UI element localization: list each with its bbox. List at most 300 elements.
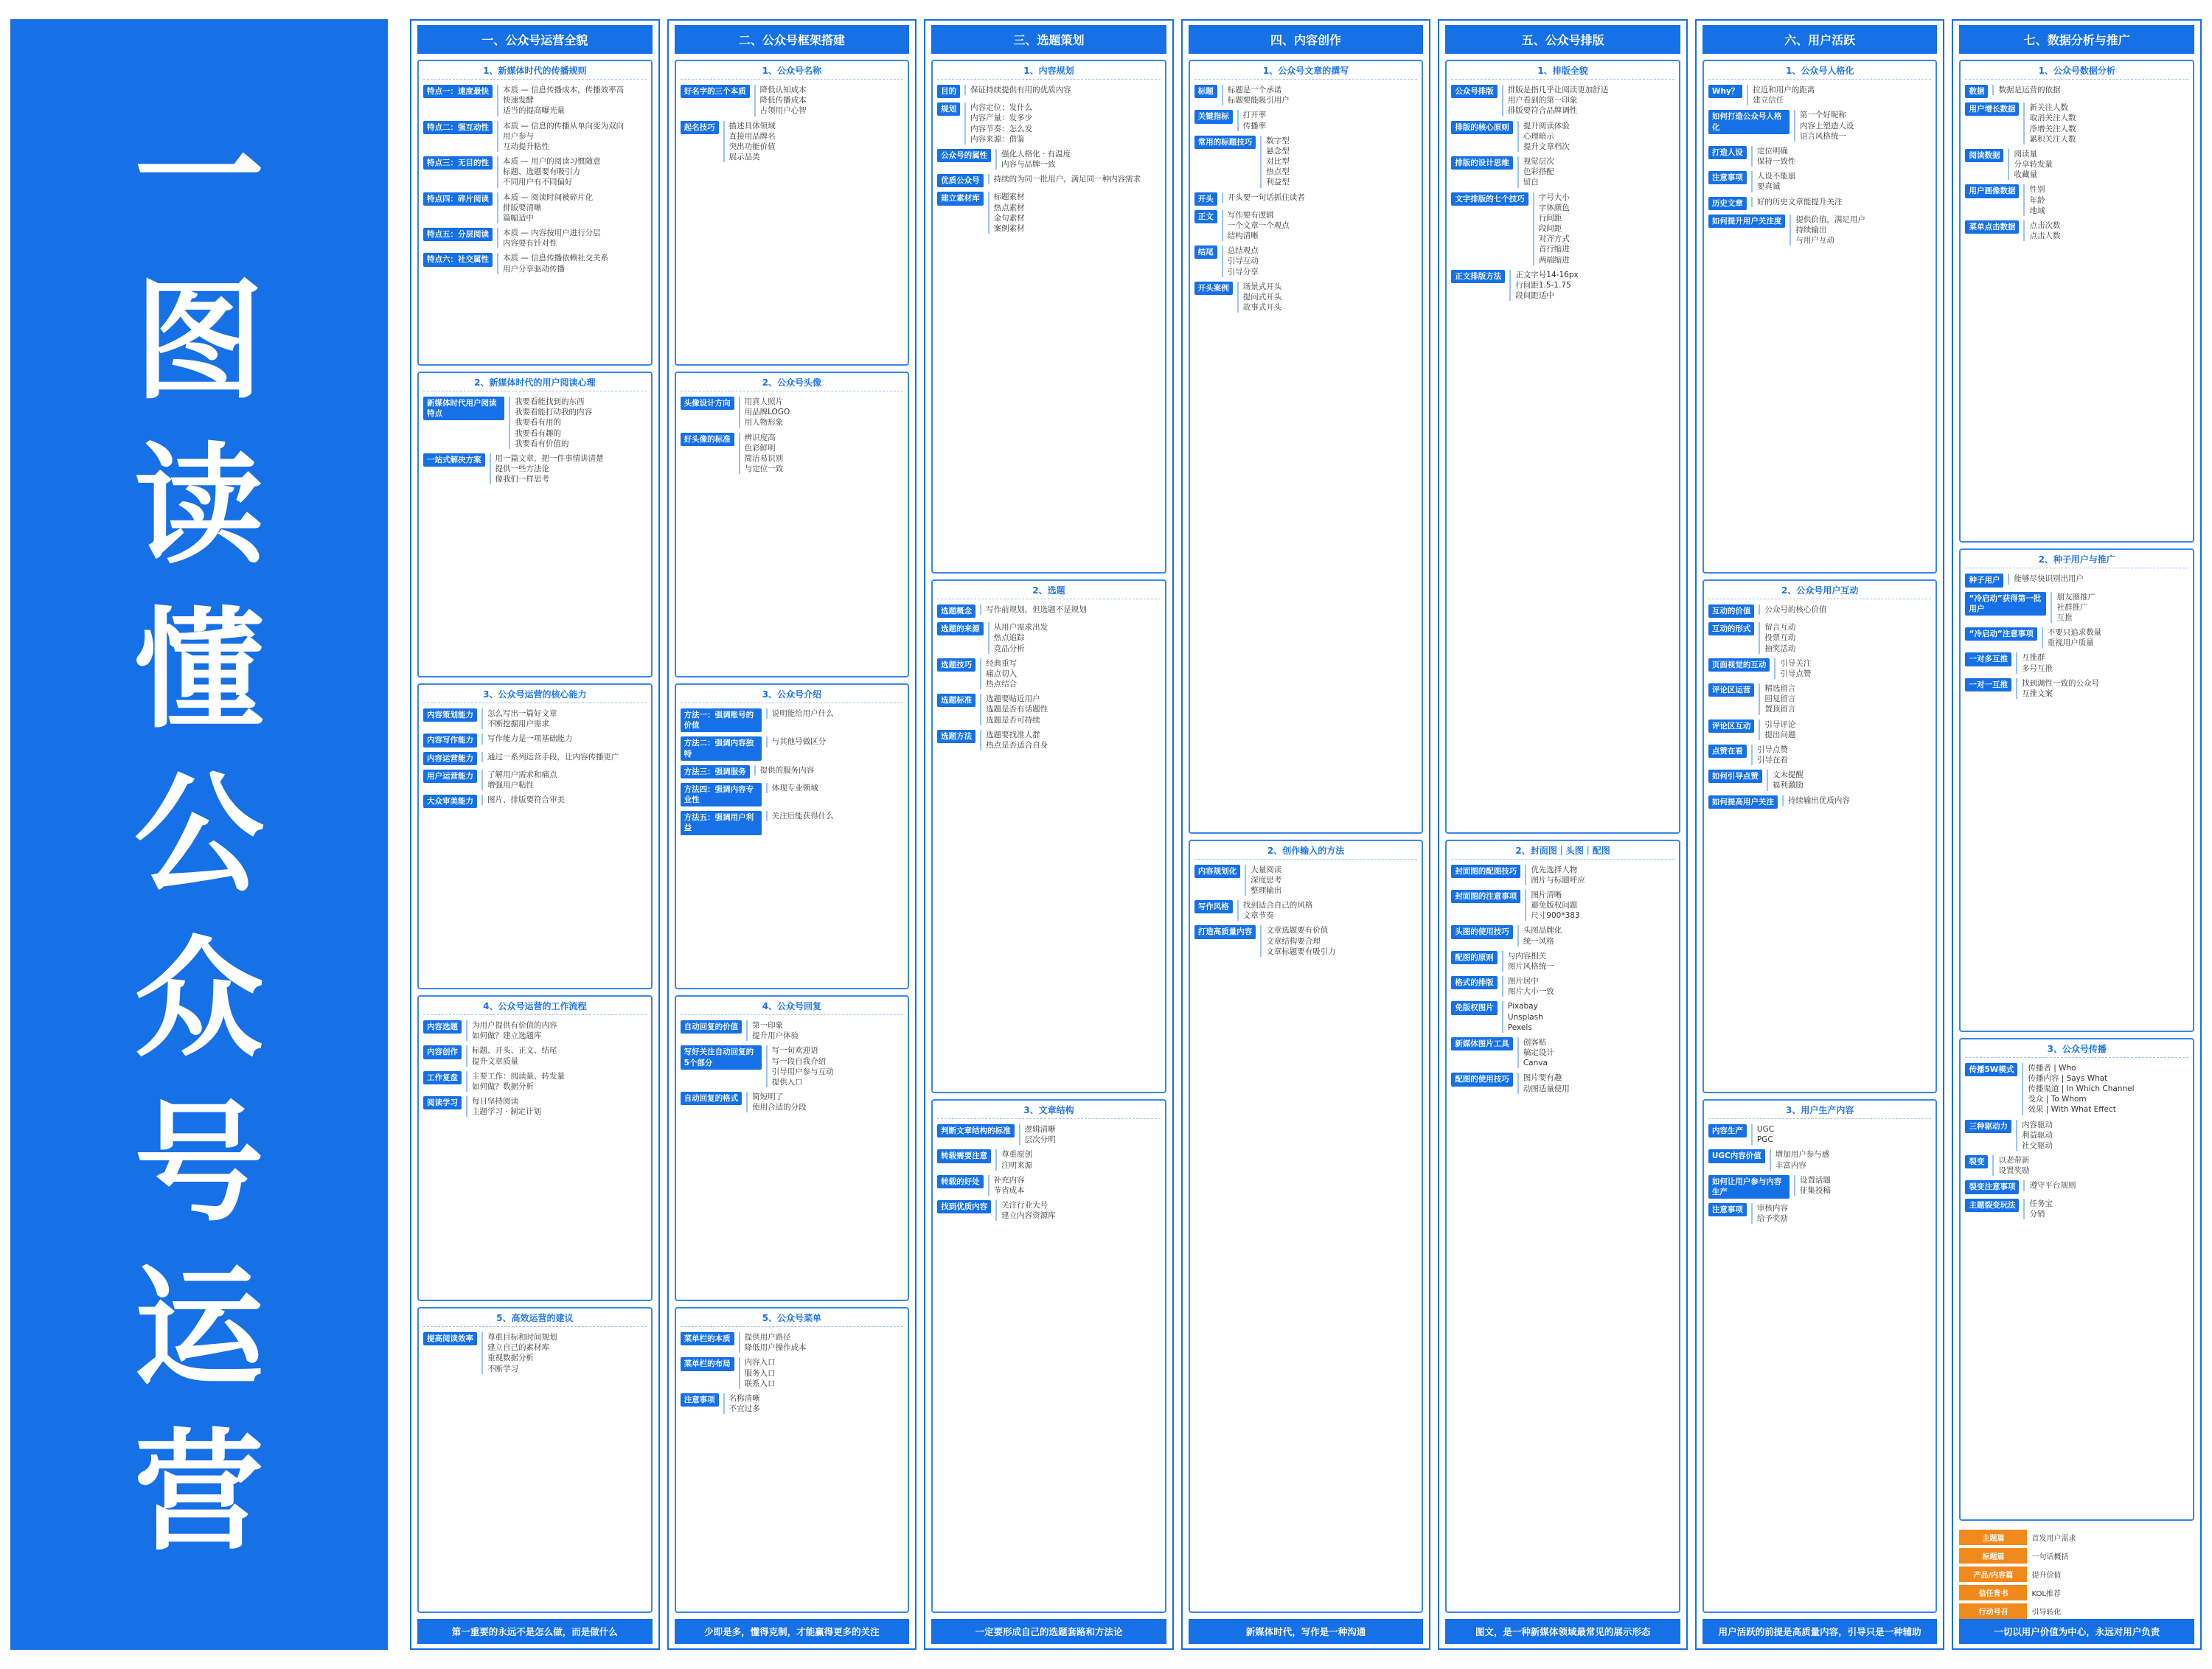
node-leaf: 福利激励 (1772, 781, 1804, 790)
node-key: 工作复盘 (423, 1071, 462, 1084)
node-leaf: 快速发酵 (503, 96, 534, 105)
node-leaf: 写作要有逻辑 (1227, 210, 1274, 220)
node-key: 特点四：碎片阅读 (423, 192, 493, 206)
node-leaf: 引导互动 (1227, 257, 1259, 266)
node-key: 方法四：强调内容专业性 (681, 783, 762, 806)
node-leaf: 持续的为同一批用户，满足同一种内容需求 (993, 175, 1141, 184)
node-branches (1222, 192, 1418, 203)
node-leaf: 提供的服务内容 (759, 765, 815, 775)
title-banner (10, 19, 388, 1650)
node-key: 打造人设 (1708, 146, 1747, 159)
mindmap-node (1708, 658, 1932, 679)
node-key: 规划 (937, 102, 960, 116)
node-branches (497, 192, 647, 224)
mindmap-node (681, 1357, 904, 1389)
node-leaf: 图片清晰 (1531, 890, 1562, 899)
node-leaf: 关注后能获得什么 (771, 812, 834, 821)
section-box (1703, 1099, 1938, 1613)
node-key: 点赞在看 (1708, 745, 1747, 758)
mindmap-node (1451, 951, 1674, 972)
node-branches (988, 192, 1161, 234)
section-title: 2、选题 (937, 584, 1161, 599)
column-footer: 图文，是一种新媒体领域最常见的展示形态 (1445, 1619, 1680, 1644)
node-key: 主题裂变玩法 (1965, 1199, 2019, 1212)
section-box (675, 683, 910, 989)
node-branches (1517, 121, 1674, 153)
node-branches (1502, 951, 1674, 972)
section-title: 1、新媒体时代的传播规则 (423, 64, 647, 80)
node-branches (1774, 658, 1931, 679)
node-key: 互动的价值 (1708, 604, 1755, 618)
section-box (675, 995, 910, 1301)
node-key: 新媒体时代用户阅读特点 (423, 397, 504, 420)
mindmap-node (423, 734, 647, 747)
node-leaf: 文末提醒 (1772, 770, 1804, 780)
node-leaf: 优先选择人物 (1531, 865, 1578, 874)
mindmap-node (1451, 85, 1674, 116)
node-leaf: 选题是否有话题性 (986, 705, 1048, 714)
node-key: 开头 (1194, 192, 1217, 206)
node-leaf: 社群推广 (2056, 602, 2088, 612)
legend-row (1959, 1585, 2194, 1600)
node-branches (766, 783, 904, 793)
node-leaf: 提升阅读体验 (1523, 121, 1570, 130)
node-leaf: 怎么写出一篇好文章 (487, 709, 557, 718)
section-title: 1、公众号名称 (681, 64, 904, 80)
node-leaf: 以老带新 (1998, 1156, 2030, 1165)
node-branches (1751, 197, 1932, 207)
section-title: 1、内容规划 (937, 64, 1161, 80)
node-branches (481, 708, 647, 729)
node-branches (2008, 149, 2188, 181)
section-box (1959, 548, 2194, 1031)
column-footer: 一定要形成自己的选题套路和方法论 (931, 1619, 1166, 1644)
node-key: 阅读数据 (1965, 149, 2003, 162)
node-branches (766, 736, 904, 747)
node-leaf: 精选留言 (1764, 684, 1796, 694)
node-leaf: 找到调性一致的公众号 (2021, 678, 2099, 688)
columns (410, 19, 2202, 1650)
node-leaf: 开头要一句话抓住读者 (1227, 192, 1305, 202)
node-leaf: 提供入口 (771, 1077, 803, 1087)
section-box (675, 60, 910, 366)
node-key: 结尾 (1194, 245, 1217, 259)
node-key: 格式的排版 (1451, 976, 1498, 989)
node-leaf: 视觉层次 (1523, 157, 1554, 167)
node-leaf: 了解用户需求和痛点 (487, 770, 557, 779)
node-leaf: 建立自己的素材库 (487, 1343, 549, 1353)
node-leaf: 第一印象 (752, 1021, 784, 1030)
mindmap-node (681, 765, 904, 778)
node-branches (497, 156, 647, 188)
node-leaf: 标题素材 (993, 192, 1025, 202)
node-leaf: 整理输出 (1251, 885, 1282, 895)
node-branches (497, 253, 647, 273)
node-branches (2016, 1120, 2188, 1151)
node-leaf: 内容入口 (744, 1358, 776, 1367)
section-title: 5、高效运营的建议 (423, 1311, 647, 1327)
node-branches (1751, 171, 1932, 192)
mindmap-node (1708, 171, 1932, 192)
node-branches (2023, 102, 2188, 144)
mindmap-node (1708, 719, 1932, 740)
node-leaf: 用户参与 (503, 131, 534, 141)
banner-char: 读 (133, 430, 264, 582)
node-branches (2023, 1180, 2188, 1191)
node-leaf: 我要看有趣的 (515, 428, 561, 438)
mindmap-node (1451, 1001, 1674, 1033)
node-key: 免版权图片 (1451, 1001, 1498, 1014)
node-leaf: 置顶留言 (1764, 705, 1796, 714)
node-leaf: 动图适量使用 (1523, 1084, 1570, 1093)
node-branches (746, 1020, 903, 1041)
node-key: 如何引导点赞 (1708, 770, 1762, 783)
mindmap-node (1451, 925, 1674, 946)
node-leaf: 层次分明 (1024, 1135, 1056, 1145)
node-leaf: 排版要清晰 (503, 203, 542, 212)
node-leaf: 持续输出优质内容 (1787, 795, 1850, 805)
node-leaf: 数据是运营的依据 (1998, 86, 2061, 94)
node-leaf: 新关注人数 (2029, 103, 2068, 113)
node-leaf: 简洁易识别 (744, 453, 784, 463)
node-leaf: 排版是指几乎让阅读更加舒适 (1507, 86, 1609, 94)
node-leaf: 性别 (2029, 185, 2045, 195)
mindmap-node (937, 1200, 1161, 1221)
node-leaf: 排版要符合品牌调性 (1507, 106, 1578, 116)
node-leaf: 段间距适中 (1515, 291, 1554, 301)
section-box (417, 995, 653, 1301)
banner-char: 一 (133, 101, 264, 253)
legend-row (1959, 1548, 2194, 1564)
node-leaf: 行间距1.5-1.75 (1515, 280, 1571, 290)
node-key: Why？ (1708, 85, 1742, 98)
mindmap-node (1708, 146, 1932, 167)
mindmap-node (423, 1071, 647, 1092)
node-leaf: 故事式开头 (1242, 303, 1282, 313)
node-branches (1751, 1124, 1932, 1145)
node-leaf: 建立信任 (1753, 96, 1784, 105)
node-leaf: 增强用户粘性 (487, 780, 534, 790)
node-key: 方法三：强调服务 (681, 765, 750, 778)
node-leaf: 与定位一致 (744, 464, 784, 474)
node-leaf: 增加用户参与感 (1775, 1150, 1830, 1160)
node-key: 用户运营能力 (423, 770, 477, 783)
node-key: 内容规划化 (1194, 865, 1241, 878)
node-key: 排版的核心原则 (1451, 121, 1513, 134)
section-box (931, 579, 1166, 1093)
column-title: 二、公众号框架搭建 (675, 25, 910, 54)
node-key: 特点五：分层阅读 (423, 228, 493, 241)
legend-label: 行动号召 (1959, 1603, 2027, 1619)
mindmap-node (681, 397, 904, 428)
node-key: 用户画像数据 (1965, 184, 2019, 198)
column-footer: 新媒体时代，写作是一种沟通 (1189, 1619, 1424, 1644)
legend-row (1959, 1603, 2194, 1619)
node-key: 公众号的属性 (937, 149, 991, 162)
node-key: 头像设计方向 (681, 397, 734, 410)
node-leaf: 字体颜色 (1538, 203, 1570, 212)
node-key: 菜单点击数据 (1965, 220, 2019, 234)
node-leaf: 写作前规划，但选题不是规划 (986, 605, 1087, 614)
mindmap-node (937, 730, 1161, 750)
node-leaf: 公众号的核心价值 (1764, 605, 1827, 614)
node-leaf: 补充内容 (993, 1175, 1025, 1185)
node-branches (1759, 719, 1931, 740)
legend-row (1959, 1567, 2194, 1582)
node-branches (964, 85, 1161, 95)
node-leaf: 多号互推 (2021, 663, 2053, 673)
node-leaf: 如何做？建立选题库 (472, 1031, 542, 1041)
legend-text: 首发用户需求 (2031, 1534, 2076, 1543)
node-branches (1237, 900, 1418, 921)
node-key: 方法二：强调内容独特 (681, 736, 762, 760)
node-leaf: 引导点赞 (1756, 745, 1788, 754)
mindmap-node (681, 783, 904, 806)
section-box (1189, 840, 1424, 1614)
node-key: 文字排版的七个技巧 (1451, 192, 1528, 206)
legend-label: 产品/内容篇 (1959, 1567, 2027, 1582)
node-key: 一站式解决方案 (423, 453, 485, 467)
node-branches (1019, 1124, 1161, 1145)
node-leaf: 尺寸900*383 (1531, 911, 1580, 921)
node-leaf: 文章标题要有吸引力 (1266, 947, 1336, 956)
node-leaf: 人设不能崩 (1756, 172, 1796, 181)
node-leaf: 结构清晰 (1227, 231, 1259, 241)
node-leaf: 如何做？数据分析 (472, 1081, 534, 1091)
node-leaf: 我要看有价值的 (515, 439, 569, 448)
node-leaf: 提出问题 (1764, 730, 1796, 739)
node-key: 找到优质内容 (937, 1200, 991, 1213)
node-leaf: 传播者 | Who (2028, 1063, 2076, 1073)
node-leaf: 创客贴 (1523, 1037, 1547, 1047)
node-key: 评论区运营 (1708, 683, 1755, 697)
node-leaf: 痛点切入 (986, 669, 1018, 678)
section-box (675, 372, 910, 677)
node-leaf: 关注行业大号 (1001, 1201, 1048, 1210)
node-key: 裂变 (1965, 1155, 1988, 1168)
mindmap-node (681, 811, 904, 834)
mindmap-node (1965, 220, 2188, 241)
node-key: 传播5W模式 (1965, 1063, 2017, 1076)
section-title: 2、种子用户与推广 (1965, 553, 2188, 568)
node-leaf: 图片居中 (1507, 977, 1539, 986)
section-box (417, 1307, 653, 1613)
node-key: 配图的原则 (1451, 951, 1498, 964)
node-key: 内容选题 (423, 1020, 462, 1034)
node-branches (1222, 245, 1418, 277)
node-leaf: Pixabay (1507, 1002, 1538, 1011)
node-key: 写好关注自动回复的5个部分 (681, 1045, 762, 1069)
node-branches (1759, 622, 1931, 654)
node-branches (1992, 85, 2188, 95)
mindmap-node (681, 736, 904, 760)
node-branches (481, 795, 647, 805)
node-leaf: 利益驱动 (2021, 1130, 2053, 1140)
mindmap-node (937, 658, 1161, 690)
node-leaf: 提升文章档次 (1523, 142, 1570, 151)
node-leaf: 本质 — 信息传播成本，传播效率高 (503, 86, 625, 94)
node-key: 优质公众号 (937, 174, 984, 187)
node-branches (1517, 1073, 1674, 1093)
node-branches (1751, 745, 1932, 765)
node-leaf: 节省成本 (993, 1185, 1025, 1195)
node-leaf: 深度思考 (1251, 875, 1282, 885)
node-branches (988, 1175, 1161, 1196)
section-title: 2、公众号头像 (681, 376, 904, 391)
column-footer: 少即是多，懂得克制，才能赢得更多的关注 (675, 1619, 910, 1644)
node-leaf: 名称清晰 (728, 1393, 760, 1403)
node-key: 选题技巧 (937, 658, 975, 672)
mindmap-node (1708, 197, 1932, 210)
mindmap-node (1194, 865, 1418, 896)
node-leaf: 对齐方式 (1538, 234, 1570, 244)
node-leaf: 图片要有趣 (1523, 1073, 1562, 1083)
node-leaf: 不断学习 (487, 1364, 518, 1373)
node-leaf: 不宜过多 (728, 1404, 760, 1414)
mindmap-node (681, 1020, 904, 1041)
node-branches (509, 397, 647, 449)
node-key: 标题 (1194, 85, 1217, 98)
node-leaf: 提供一些方法论 (495, 464, 549, 474)
node-branches (2016, 678, 2188, 699)
mindmap-column (1952, 19, 2202, 1650)
mindmap-node (1451, 156, 1674, 188)
node-leaf: 保持一致性 (1756, 157, 1796, 167)
node-branches (497, 228, 647, 248)
section-title: 1、排版全貌 (1451, 64, 1674, 80)
node-leaf: 取消关注人数 (2029, 114, 2076, 123)
node-leaf: 悬念型 (1266, 146, 1290, 156)
node-leaf: 主要工作：阅读量、转发量 (472, 1071, 565, 1081)
node-leaf: 抽奖活动 (1764, 644, 1796, 653)
node-branches (1237, 282, 1418, 313)
mindmap-node (937, 1149, 1161, 1170)
node-branches (980, 604, 1161, 615)
node-branches (1517, 1037, 1674, 1069)
mindmap-node (1708, 85, 1932, 105)
mindmap-node (681, 121, 904, 163)
column-title: 三、选题策划 (931, 25, 1166, 54)
node-leaf: 我要看能找到的东西 (515, 397, 585, 406)
node-leaf: 选题要贴近用户 (986, 694, 1040, 704)
node-leaf: 标题、开头、正文、结尾 (472, 1046, 557, 1056)
node-branches (2023, 1199, 2188, 1219)
node-key: 阅读学习 (423, 1096, 462, 1109)
node-key: 自动回复的格式 (681, 1092, 742, 1105)
node-branches (2051, 592, 2188, 624)
node-leaf: 分销 (2029, 1209, 2045, 1219)
node-branches (481, 752, 647, 762)
node-branches (723, 1393, 904, 1414)
column-title: 七、数据分析与推广 (1959, 25, 2194, 54)
node-leaf: 经典重写 (986, 658, 1018, 668)
legend-text: 提升价值 (2031, 1571, 2062, 1580)
node-branches (995, 149, 1161, 170)
node-leaf: 案例素材 (993, 223, 1025, 233)
node-leaf: 适当的提高曝光量 (503, 106, 565, 116)
node-key: 好头像的标准 (681, 433, 734, 446)
mindmap-node (681, 1332, 904, 1353)
node-key: 数据 (1965, 85, 1988, 98)
mindmap-node (1708, 745, 1932, 765)
node-leaf: 提问式开头 (1242, 292, 1282, 302)
legend-text: 引导转化 (2031, 1608, 2062, 1617)
node-leaf: 引导分享 (1227, 267, 1259, 276)
node-branches (754, 85, 904, 116)
node-branches (466, 1020, 647, 1041)
node-leaf: 统一风格 (1523, 936, 1554, 946)
node-leaf: 内容上塑造人设 (1799, 121, 1854, 130)
node-key: 选题概念 (937, 604, 975, 618)
node-leaf: 朋友圈推广 (2056, 592, 2096, 602)
node-branches (1782, 795, 1932, 806)
banner-char: 营 (133, 1416, 264, 1568)
node-leaf: 标题、选题要有吸引力 (503, 167, 580, 177)
section-title: 3、文章结构 (937, 1104, 1161, 1119)
node-branches (988, 622, 1161, 654)
node-key: “冷启动”注意事项 (1965, 627, 2037, 641)
node-leaf: 头图品牌化 (1523, 926, 1562, 935)
node-leaf: 使用合适的分段 (752, 1103, 807, 1112)
node-branches (1517, 156, 1674, 188)
node-leaf: 阅读量 (2014, 149, 2037, 158)
node-branches (754, 765, 904, 776)
mindmap-node (1194, 900, 1418, 921)
mindmap-node (937, 174, 1161, 187)
node-key: 方法五：强调用户利益 (681, 811, 762, 834)
section-box (1703, 60, 1938, 574)
mindmap-node (423, 1096, 647, 1117)
node-branches (466, 1045, 647, 1066)
mindmap-column (924, 19, 1174, 1650)
node-key: 写作风格 (1194, 900, 1233, 913)
node-leaf: 每日坚持阅读 (472, 1097, 518, 1107)
mindmap-node (1965, 1120, 2188, 1151)
node-branches (980, 694, 1161, 725)
node-leaf: 设置话题 (1799, 1175, 1831, 1185)
node-branches (2022, 1063, 2188, 1115)
node-leaf: 写作能力是一项基础能力 (487, 734, 573, 744)
node-key: 如何提升用户关注度 (1708, 215, 1786, 228)
mindmap-node (1451, 1037, 1674, 1069)
mindmap-node (937, 85, 1161, 98)
mindmap-node (1965, 1063, 2188, 1115)
node-branches (1509, 270, 1674, 302)
node-branches (1502, 1001, 1674, 1033)
node-leaf: 心理暗示 (1523, 131, 1554, 141)
node-key: 特点三：无目的性 (423, 156, 493, 170)
node-branches (1759, 683, 1931, 715)
banner-char: 众 (133, 923, 264, 1075)
node-leaf: 体现专业领域 (771, 783, 818, 792)
mindmap-node (1708, 110, 1932, 142)
mindmap-node (1708, 622, 1932, 654)
node-leaf: 提供价值，满足用户 (1795, 215, 1865, 224)
node-key: 内容写作能力 (423, 734, 477, 747)
node-leaf: 社交驱动 (2021, 1140, 2053, 1150)
node-leaf: 引导关注 (1780, 658, 1812, 668)
node-leaf: 定位明确 (1756, 146, 1788, 156)
node-branches (1502, 85, 1674, 116)
node-leaf: 标题要能吸引用户 (1227, 96, 1290, 105)
legend-row (1959, 1530, 2194, 1545)
node-branches (739, 1357, 904, 1389)
mindmap-node (1708, 683, 1932, 715)
mindmap-node (1965, 102, 2188, 144)
node-key: 起名技巧 (681, 121, 719, 134)
section-box (417, 60, 653, 366)
node-key: 新媒体图片工具 (1451, 1037, 1513, 1050)
